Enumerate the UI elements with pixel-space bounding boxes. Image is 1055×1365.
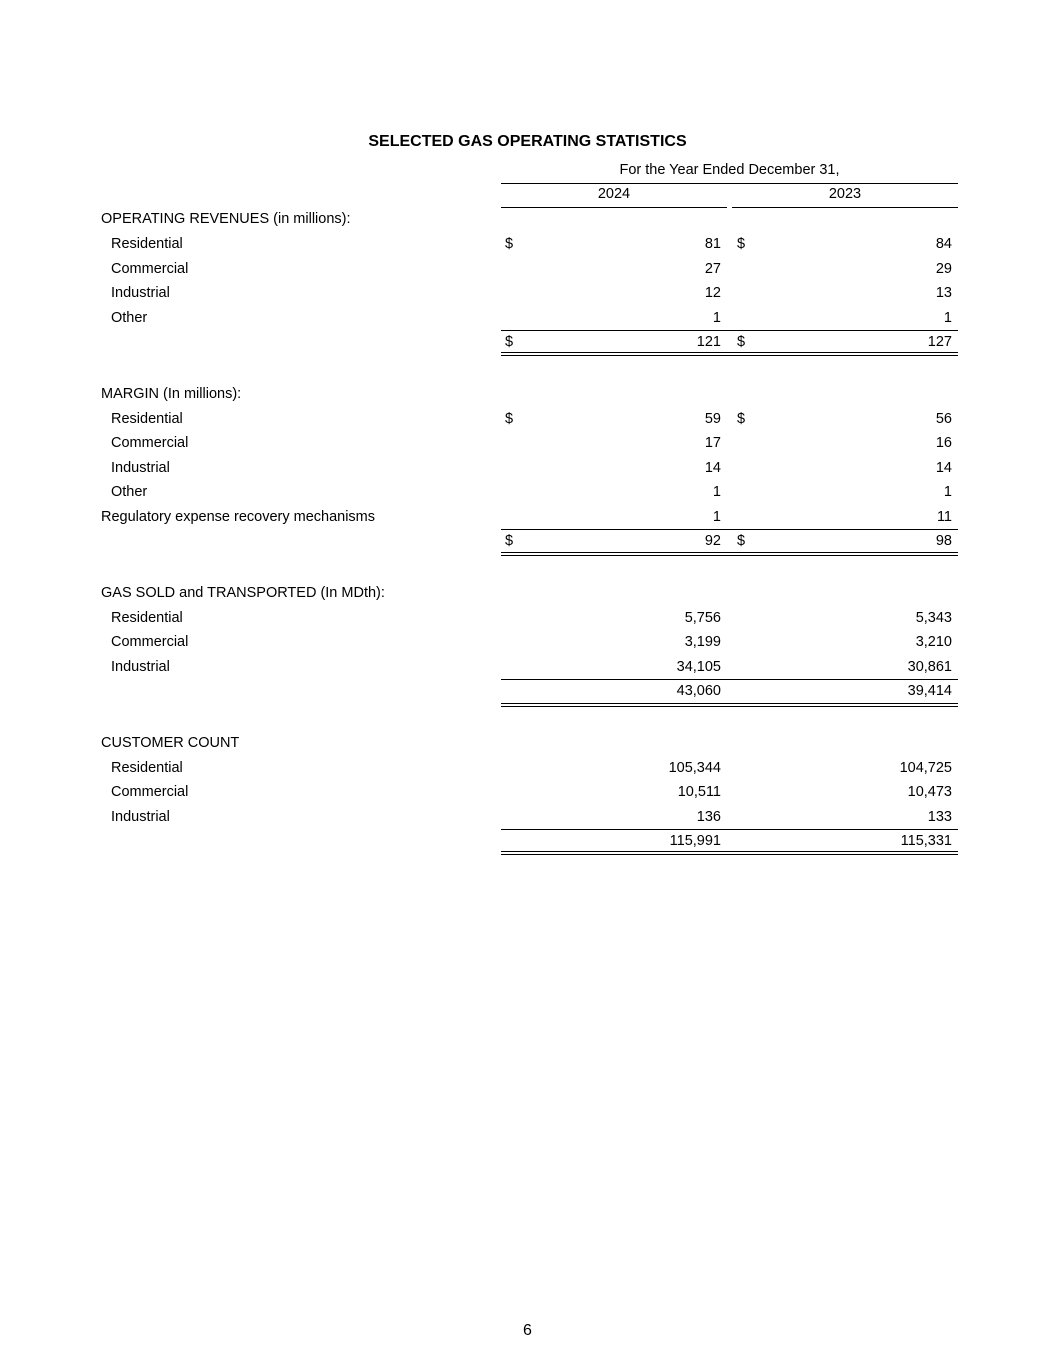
- dollar-sign: $: [737, 236, 746, 252]
- value-2024: 1: [712, 310, 721, 326]
- value-2024: 17: [704, 435, 721, 451]
- table-row: [0, 805, 1055, 830]
- table-row: [0, 780, 1055, 805]
- section-heading-operating-revenues: [0, 207, 1055, 232]
- value-2023: 14: [935, 460, 952, 476]
- section-heading-customer-count: [0, 731, 1055, 756]
- value-2024: 59: [704, 411, 721, 427]
- value-2023: 1: [943, 310, 952, 326]
- document-title: SELECTED GAS OPERATING STATISTICS: [368, 133, 687, 150]
- section-heading-margin: [0, 382, 1055, 407]
- value-2024: 12: [704, 285, 721, 301]
- section-heading-label: CUSTOMER COUNT: [101, 735, 240, 751]
- value-2023: 11: [936, 509, 952, 525]
- row-label: Residential: [111, 236, 183, 252]
- row-label: Commercial: [111, 784, 189, 800]
- year-header-2024: 2024: [597, 186, 631, 202]
- value-2024: 34,105: [676, 659, 721, 675]
- value-2023: 84: [935, 236, 952, 252]
- page-number: 6: [523, 1322, 532, 1339]
- table-row: [0, 480, 1055, 505]
- value-2023: 5,343: [915, 610, 952, 626]
- value-2023: 56: [935, 411, 952, 427]
- total-2024: 115,991: [669, 833, 721, 849]
- value-2023: 13: [935, 285, 952, 301]
- table-row: [0, 505, 1055, 530]
- section-heading-label: MARGIN (In millions):: [101, 386, 242, 402]
- total-row: [0, 829, 1055, 854]
- table-row: [0, 606, 1055, 631]
- row-label: Industrial: [111, 285, 170, 301]
- value-2023: 30,861: [907, 659, 952, 675]
- value-2024: 1: [712, 484, 721, 500]
- value-2024: 5,756: [684, 610, 721, 626]
- table-row: [0, 655, 1055, 680]
- total-2023: 98: [935, 533, 952, 549]
- value-2023: 29: [935, 261, 952, 277]
- value-2024: 1: [712, 509, 721, 525]
- dollar-sign: $: [737, 334, 746, 350]
- total-double-rule: [501, 703, 958, 707]
- section-heading-label: OPERATING REVENUES (in millions):: [101, 211, 351, 227]
- value-2023: 133: [927, 809, 952, 825]
- section-heading-label: GAS SOLD and TRANSPORTED (In MDth):: [101, 585, 385, 601]
- total-double-rule: [501, 552, 958, 556]
- total-row: [0, 679, 1055, 704]
- row-label: Regulatory expense recovery mechanisms: [101, 509, 376, 525]
- value-2024: 81: [704, 236, 721, 252]
- value-2024: 136: [696, 809, 721, 825]
- table-row: [0, 630, 1055, 655]
- total-double-rule: [501, 851, 958, 855]
- value-2023: 1: [943, 484, 952, 500]
- year-header-2023: 2023: [828, 186, 862, 202]
- dollar-sign: $: [505, 411, 514, 427]
- period-header: For the Year Ended December 31,: [619, 162, 840, 178]
- dollar-sign: $: [737, 533, 746, 549]
- total-2024: 43,060: [676, 683, 721, 699]
- total-row: [0, 330, 1055, 355]
- row-label: Industrial: [111, 809, 170, 825]
- row-label: Other: [111, 484, 148, 500]
- table-row: [0, 281, 1055, 306]
- table-row: [0, 756, 1055, 781]
- value-2023: 16: [935, 435, 952, 451]
- dollar-sign: $: [505, 236, 514, 252]
- value-2024: 3,199: [684, 634, 721, 650]
- table-row: [0, 431, 1055, 456]
- row-label: Other: [111, 310, 148, 326]
- section-heading-gas-sold: [0, 581, 1055, 606]
- table-row: [0, 232, 1055, 257]
- value-2023: 3,210: [915, 634, 952, 650]
- total-double-rule: [501, 352, 958, 356]
- row-label: Commercial: [111, 634, 189, 650]
- value-2023: 104,725: [899, 760, 952, 776]
- total-row: [0, 529, 1055, 554]
- value-2023: 10,473: [907, 784, 952, 800]
- row-label: Industrial: [111, 460, 170, 476]
- row-label: Industrial: [111, 659, 170, 675]
- total-2024: 121: [696, 334, 721, 350]
- value-2024: 27: [704, 261, 721, 277]
- table-row: [0, 257, 1055, 282]
- total-2024: 92: [704, 533, 721, 549]
- row-label: Residential: [111, 760, 183, 776]
- dollar-sign: $: [737, 411, 746, 427]
- dollar-sign: $: [505, 533, 514, 549]
- total-2023: 115,331: [900, 833, 952, 849]
- total-2023: 39,414: [907, 683, 952, 699]
- value-2024: 105,344: [668, 760, 721, 776]
- value-2024: 10,511: [677, 784, 721, 800]
- table-row: [0, 407, 1055, 432]
- row-label: Residential: [111, 411, 183, 427]
- period-header-rule: [501, 183, 958, 184]
- row-label: Commercial: [111, 261, 189, 277]
- row-label: Commercial: [111, 435, 189, 451]
- table-row: [0, 456, 1055, 481]
- value-2024: 14: [704, 460, 721, 476]
- total-2023: 127: [927, 334, 952, 350]
- dollar-sign: $: [505, 334, 514, 350]
- row-label: Residential: [111, 610, 183, 626]
- table-row: [0, 306, 1055, 331]
